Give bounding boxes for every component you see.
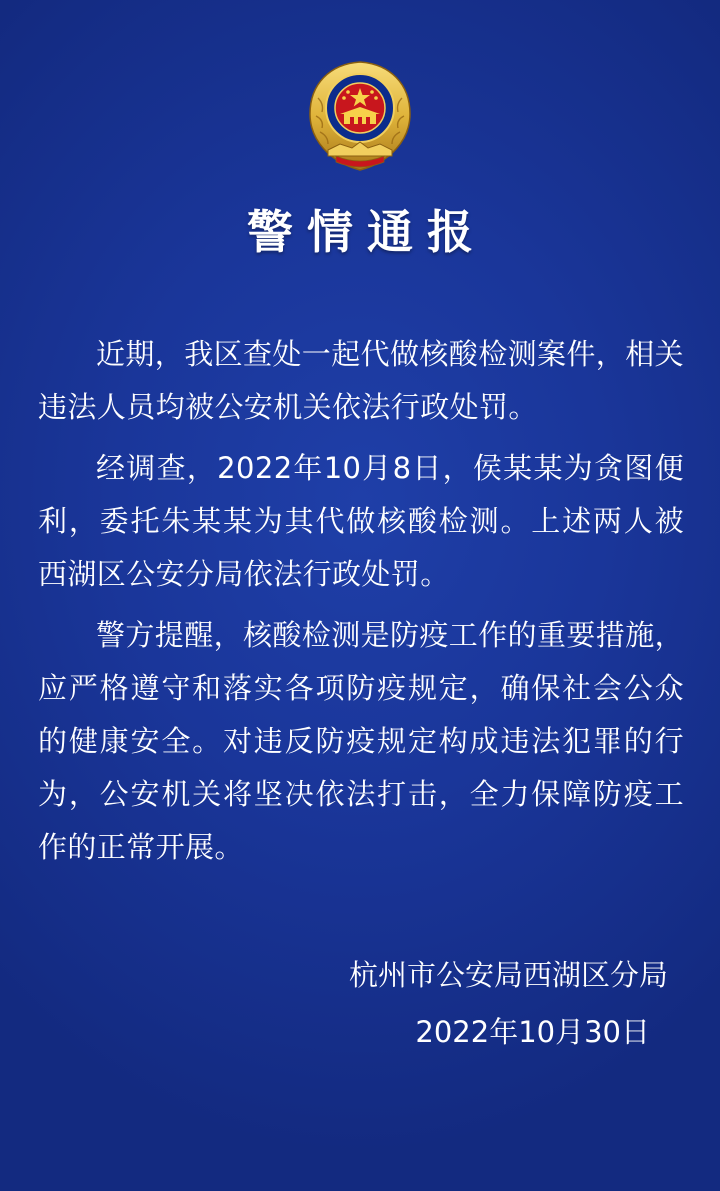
issue-date: 2022年10月30日 (415, 1015, 650, 1049)
paragraph-1: 近期，我区查处一起代做核酸检测案件，相关违法人员均被公安机关依法行政处罚。 (38, 337, 685, 424)
police-emblem-icon (300, 58, 420, 178)
notice-body (38, 328, 684, 882)
issuer-name: 杭州市公安局西湖区分局 (348, 958, 668, 992)
notice-title: 警情通报 (247, 205, 487, 259)
paragraph-2: 经调查，2022年10月8日，侯某某为贪图便利，委托朱某某为其代做核酸检测。上述两人被西湖区公安分局依法行政处罚。 (38, 451, 684, 591)
paragraph-3: 警方提醒，核酸检测是防疫工作的重要措施，应严格遵守和落实各项防疫规定，确保社会公众的健康安全。对违反防疫规定构成违法犯罪的行为，公安机关将坚决依法打击，全力保障防疫工作的正常开展。 (38, 618, 685, 864)
